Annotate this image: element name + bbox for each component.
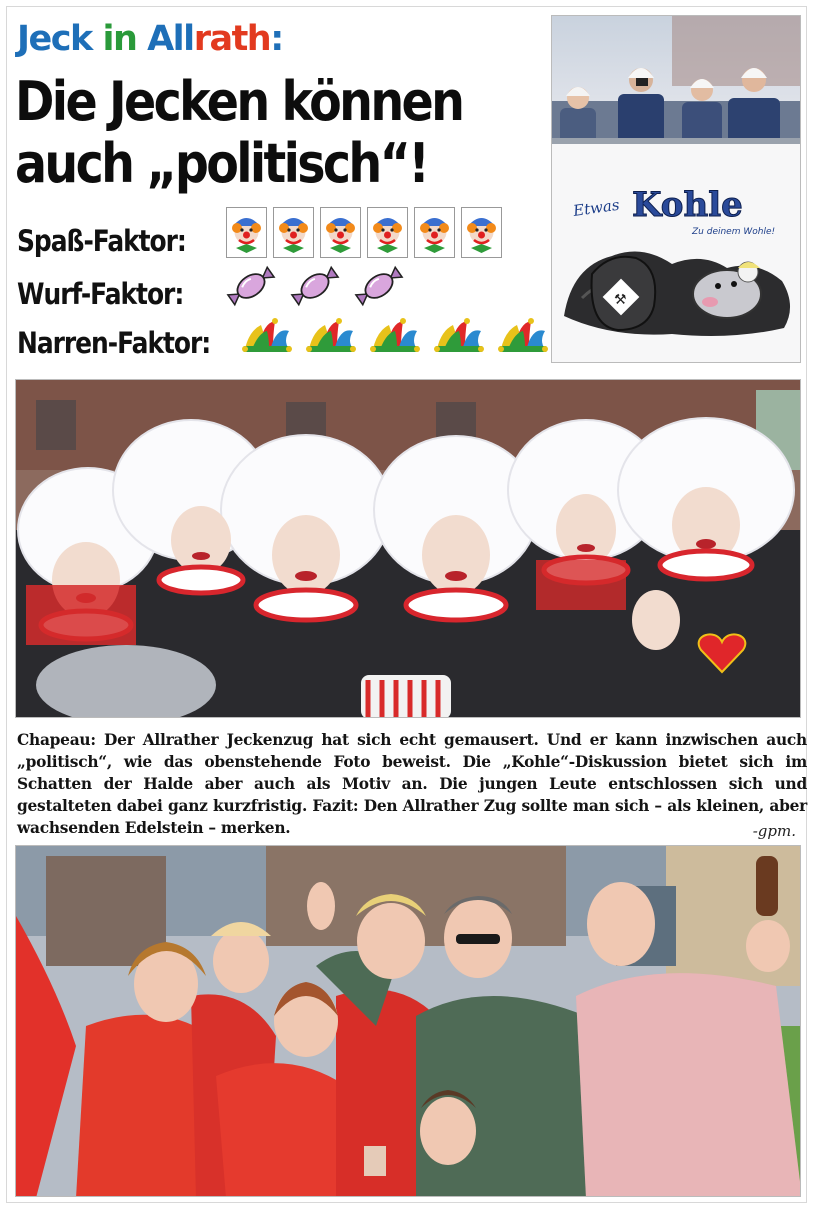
- jester-cap-icon: [367, 317, 423, 357]
- rating-icons-spass: [226, 207, 502, 258]
- photo-caption: Chapeau: Der Allrather Jeckenzug hat sich echt gemausert. Und er kann inzwischen auch „politisch“, wie das obenstehende Foto beweist. Die „Kohle“-Diskussion bietet sich im Schatten der Halde aber auch als Motiv an. Die jungen Leute entschlossen sich und gestalteten dabei ganz kurzfristig. Fazit: Den Allrather Zug sollte man sich – als kleinen, aber wachsenden Edelstein – merken.: [17, 731, 807, 837]
- candy-icon: [287, 258, 343, 314]
- kicker-word-jeck: Jeck: [17, 19, 92, 59]
- kicker-headline: [17, 19, 283, 59]
- clown-icon: [414, 207, 455, 258]
- rating-row-wurf: [17, 272, 210, 316]
- clown-icon: [226, 207, 267, 258]
- rating-label-wurf: Wurf-Faktor:: [17, 277, 184, 311]
- headline-line-1: Die Jecken können: [15, 70, 463, 133]
- photo-kohle-float: [551, 15, 801, 363]
- clown-icon: [320, 207, 361, 258]
- photo-red-jacket-group: [15, 845, 801, 1197]
- svg-text:⚒: ⚒: [614, 292, 627, 308]
- clown-icon: [273, 207, 314, 258]
- clown-icon: [367, 207, 408, 258]
- photo-clown-group: [15, 379, 801, 718]
- headline: [15, 71, 490, 195]
- jester-cap-icon: [303, 317, 359, 357]
- sign-text-kohle: Kohle: [632, 185, 743, 225]
- kicker-word-rath: rath: [193, 19, 271, 59]
- jester-cap-icon: [239, 317, 295, 357]
- headline-line-2: auch „politisch“!: [15, 132, 428, 195]
- newspaper-page: [6, 6, 807, 1203]
- kicker-colon: :: [270, 19, 283, 59]
- kicker-word-in: in: [91, 19, 148, 59]
- rating-icons-narren: [239, 317, 551, 357]
- rating-row-spass: [17, 219, 213, 263]
- sign-text-wohle: Zu deinem Wohle!: [692, 227, 776, 237]
- rating-row-narren: [17, 321, 242, 365]
- sign-text-etwas: Etwas: [572, 195, 621, 220]
- author-byline: -gpm.: [752, 822, 796, 840]
- candy-icon: [223, 258, 279, 314]
- kicker-word-all: All: [147, 19, 194, 59]
- kohle-float-image: [552, 16, 801, 363]
- clown-group-image: [16, 380, 801, 718]
- rating-label-spass: Spaß-Faktor:: [17, 224, 186, 258]
- red-jacket-group-image: [16, 846, 801, 1197]
- jester-cap-icon: [495, 317, 551, 357]
- rating-icons-wurf: [223, 258, 407, 314]
- jester-cap-icon: [431, 317, 487, 357]
- rating-label-narren: Narren-Faktor:: [17, 326, 211, 360]
- clown-icon: [461, 207, 502, 258]
- candy-icon: [351, 258, 407, 314]
